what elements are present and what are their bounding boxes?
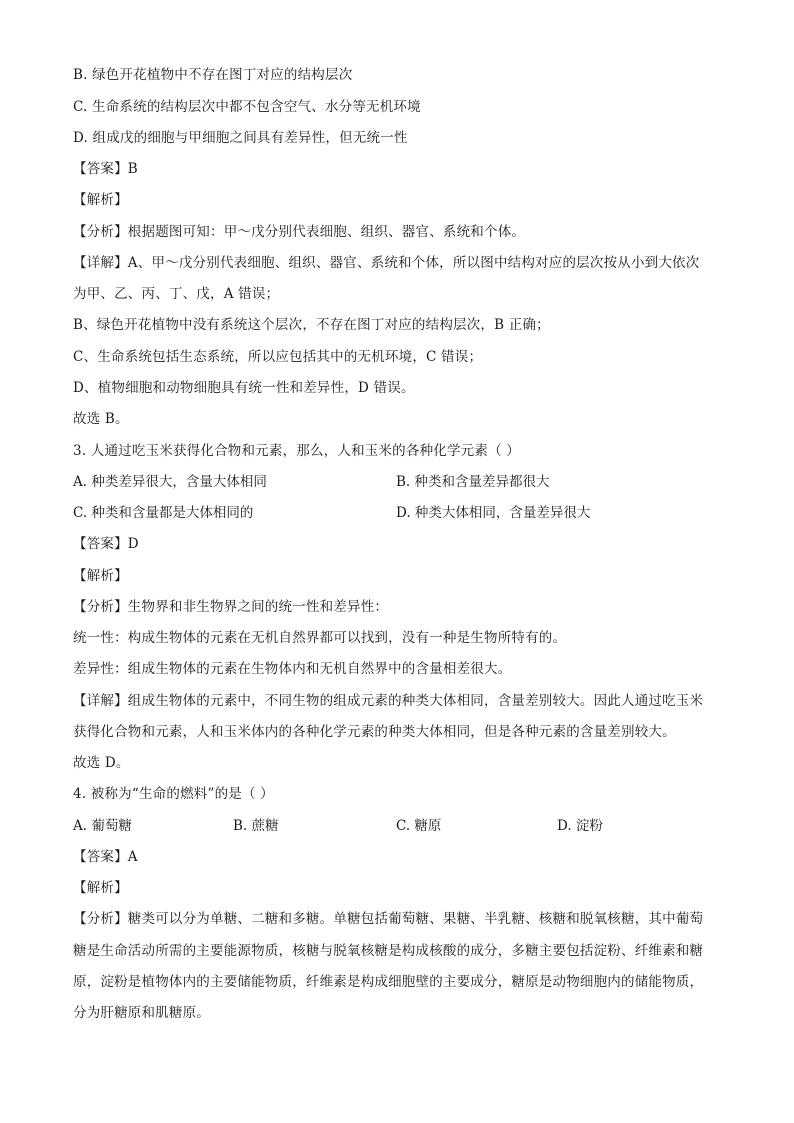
detail-paragraph: 【详解】A、甲～戊分别代表细胞、组织、器官、系统和个体，所以图中结构对应的层次按从小到大依次	[73, 255, 700, 271]
detail-d-line: D、植物细胞和动物细胞具有统一性和差异性，D 错误。	[73, 380, 415, 396]
q3-conclusion-line: 故选 D。	[73, 755, 130, 771]
q4-option-d: D. 淀粉	[557, 818, 603, 834]
q3-difference-line: 差异性：组成生物体的元素在生物体内和无机自然界中的含量相差很大。	[73, 661, 512, 677]
q3-analysis-paragraph: 【分析】生物界和非生物界之间的统一性和差异性：	[73, 599, 389, 615]
q4-analysis-paragraph-2: 糖是生命活动所需的主要能源物质，核糖与脱氧核糖是构成核酸的成分，多糖主要包括淀粉、纤维素和糖	[73, 943, 704, 959]
analysis-heading: 【解析】	[73, 192, 128, 208]
question-4-stem: 4. 被称为“生命的燃料”的是（ ）	[73, 786, 274, 802]
q3-detail-paragraph: 【详解】组成生物体的元素中，不同生物的组成元素的种类大体相同，含量差别较大。因此人通过吃玉米	[73, 693, 704, 709]
q4-analysis-paragraph-4: 分为肝糖原和肌糖原。	[73, 1005, 210, 1021]
q3-option-c: C. 种类和含量都是大体相同的	[73, 505, 254, 521]
option-b-text: B. 绿色开花植物中不存在图丁对应的结构层次	[73, 67, 353, 83]
detail-paragraph-cont: 为甲、乙、丙、丁、戊，A 错误；	[73, 286, 280, 302]
q4-analysis-paragraph: 【分析】糖类可以分为单糖、二糖和多糖。单糖包括葡萄糖、果糖、半乳糖、核糖和脱氧核糖，其中葡萄	[73, 911, 704, 927]
q3-option-d: D. 种类大体相同，含量差异很大	[396, 505, 591, 521]
detail-b-line: B、绿色开花植物中没有系统这个层次，不存在图丁对应的结构层次，B 正确；	[73, 317, 550, 333]
q3-option-b: B. 种类和含量差异都很大	[396, 474, 550, 490]
q4-option-b: B. 蔗糖	[233, 818, 279, 834]
analysis-paragraph: 【分析】根据题图可知：甲～戊分别代表细胞、组织、器官、系统和个体。	[73, 224, 526, 240]
q3-detail-paragraph-cont: 获得化合物和元素，人和玉米体内的各种化学元素的种类大体相同，但是各种元素的含量差别较大。	[73, 724, 676, 740]
q3-option-a: A. 种类差异很大，含量大体相同	[73, 474, 267, 490]
question-3-stem: 3. 人通过吃玉米获得化合物和元素，那么，人和玉米的各种化学元素（ ）	[73, 443, 520, 459]
option-c-text: C. 生命系统的结构层次中都不包含空气、水分等无机环境	[73, 99, 421, 115]
conclusion-line: 故选 B。	[73, 411, 129, 427]
option-d-text: D. 组成戊的细胞与甲细胞之间具有差异性，但无统一性	[73, 130, 408, 146]
detail-c-line: C、生命系统包括生态系统，所以应包括其中的无机环境，C 错误；	[73, 349, 483, 365]
q3-analysis-heading: 【解析】	[73, 568, 128, 584]
q4-option-c: C. 糖原	[396, 818, 442, 834]
answer-label: 【答案】B	[73, 161, 138, 177]
q4-analysis-paragraph-3: 原，淀粉是植物体内的主要储能物质，纤维素是构成细胞壁的主要成分，糖原是动物细胞内的储能物质，	[73, 974, 704, 990]
q3-answer-label: 【答案】D	[73, 536, 139, 552]
q4-analysis-heading: 【解析】	[73, 880, 128, 896]
q4-option-a: A. 葡萄糖	[73, 818, 132, 834]
q4-answer-label: 【答案】A	[73, 849, 138, 865]
q3-unity-line: 统一性：构成生物体的元素在无机自然界都可以找到，没有一种是生物所特有的。	[73, 630, 567, 646]
